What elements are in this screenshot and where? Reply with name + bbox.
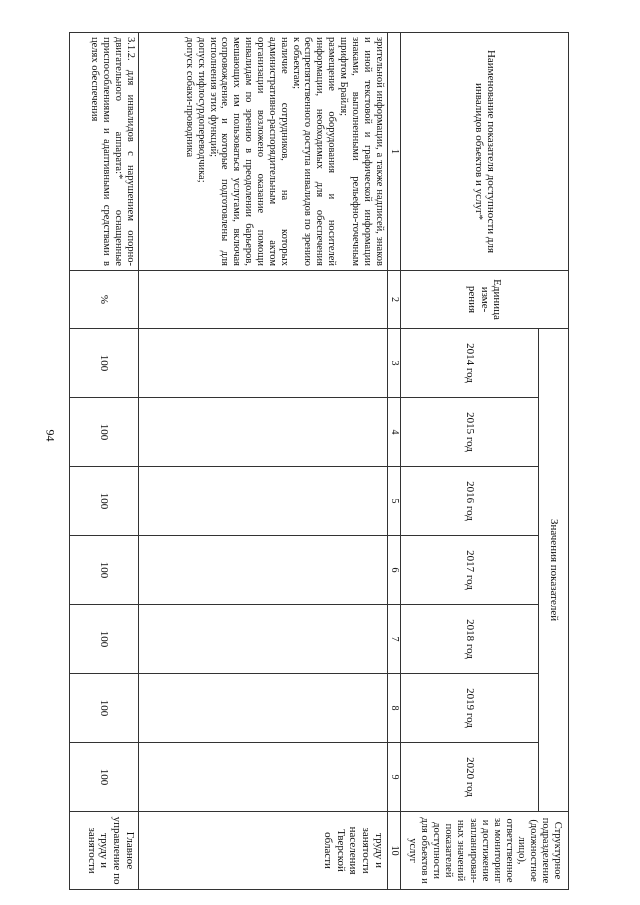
- column-number-row: [387, 33, 400, 890]
- value-cell: 100: [70, 467, 139, 536]
- value-cell: 100: [70, 398, 139, 467]
- table-row: [138, 33, 387, 890]
- column-number: 4: [387, 398, 400, 467]
- header-year: 2019 год: [401, 674, 539, 743]
- column-number: 8: [387, 674, 400, 743]
- description-line: зрительной информации, а также надписей, знаков и иной текстовой и графической информации знаками, выполненными рельефно-точечным шрифтом Брайля;: [338, 37, 385, 266]
- value-cell: [138, 536, 387, 605]
- unit-cell: [138, 271, 387, 329]
- column-number: 10: [387, 812, 400, 890]
- header-year: 2016 год: [401, 467, 539, 536]
- column-number: 1: [387, 33, 400, 271]
- value-cell: 100: [70, 329, 139, 398]
- header-year: 2017 год: [401, 536, 539, 605]
- header-year: 2015 год: [401, 398, 539, 467]
- accessibility-indicators-table: [69, 32, 569, 890]
- column-number: 3: [387, 329, 400, 398]
- header-values: Значения показателей: [538, 329, 568, 812]
- value-cell: [138, 605, 387, 674]
- table-row: [70, 33, 139, 890]
- column-number: 2: [387, 271, 400, 329]
- value-cell: 100: [70, 743, 139, 812]
- value-cell: 100: [70, 605, 139, 674]
- indicator-description: [138, 33, 387, 271]
- value-cell: [138, 329, 387, 398]
- value-cell: [138, 467, 387, 536]
- header-year: 2014 год: [401, 329, 539, 398]
- header-responsible: Структурное подразделение (должностное лицо), ответственное за мониторинг и достижение запланирован-ных значений показателей доступности для объектов и услуг: [401, 812, 569, 890]
- column-number: 9: [387, 743, 400, 812]
- header-year: 2018 год: [401, 605, 539, 674]
- header-year: 2020 год: [401, 743, 539, 812]
- description-line: допуск собаки-проводника: [183, 37, 195, 158]
- responsible-cell: Главное управление по труду и занятости: [70, 812, 139, 890]
- column-number: 6: [387, 536, 400, 605]
- value-cell: [138, 743, 387, 812]
- page-number: 94: [43, 429, 58, 442]
- column-number: 7: [387, 605, 400, 674]
- description-line: допуск тифлосурдопереводчика;: [195, 37, 207, 183]
- header-unit: Единица изме-рения: [401, 271, 569, 329]
- description-line: наличие сотрудников, на которых административно-распорядительным актом организации возложено оказание помощи инвалидам по зрению в преодолении барьеров, мешающих им пользоваться услугами, включая сопровождение, и которые подготовлены для исполнения этих функций;: [207, 37, 290, 266]
- value-cell: 100: [70, 674, 139, 743]
- value-cell: 100: [70, 536, 139, 605]
- description-line: размещение оборудования и носителей информации, необходимых для обеспечения беспрепятственного доступа инвалидов по зрению к объектам;: [290, 37, 338, 266]
- column-number: 5: [387, 467, 400, 536]
- value-cell: [138, 674, 387, 743]
- header-indicator-name: Наименование показателя доступности для инвалидов объектов и услуг*: [401, 33, 569, 271]
- value-cell: [138, 398, 387, 467]
- unit-cell: %: [70, 271, 139, 329]
- landscape-sheet: [69, 32, 569, 885]
- responsible-cell: труду и занятости населения Тверской области: [138, 812, 387, 890]
- indicator-description: 3.1.2. для инвалидов с нарушением опорно-двигательного аппарата:* оснащенные приспособлениями и адаптивными средствами в целях обеспечения: [70, 33, 139, 271]
